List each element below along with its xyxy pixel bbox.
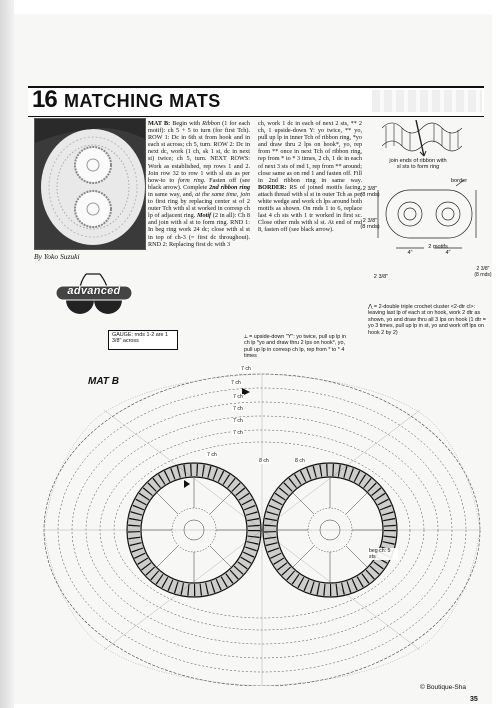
chart-label-ch7-rnd7: 7 ch <box>231 380 241 386</box>
ribbon-and-layout-diagrams <box>372 116 482 296</box>
chart-label-ch6: 7 ch <box>233 394 243 400</box>
border-heading: BORDER: <box>258 183 287 191</box>
cluster-symbol-icon: ⋀ <box>368 304 374 310</box>
mat-photo <box>34 118 146 250</box>
dimension-width-a: 4" <box>407 250 413 256</box>
dimension-bottom-left: 2 3/8" <box>373 274 389 280</box>
pattern-title: MATCHING MATS <box>64 91 221 111</box>
copyright-footer: © Boutique-Sha <box>420 684 466 691</box>
dimension-left-top: 2 3/8" (8 rnds) <box>360 186 380 199</box>
crochet-chart <box>34 360 484 686</box>
chart-label-ch1: 7 ch <box>207 452 217 458</box>
page-binding-shadow <box>0 0 14 708</box>
legend-dtr-cluster: ⋀ = 2-double triple crochet cluster <2-dtr cl>: leaving last lp of each st on hook, work 2 dtr as shown, yo and draw thru all 3 lps on hook (1 dtr = yo 3 times, pull up lp in st, yo and work off lps on hook 2 by 2) <box>368 304 486 336</box>
instructions-column-1: MAT B: Begin with Ribbon (1 for each motif): ch 5 + 5 to turn (for first Tch). ROW 1: Dc in 6th st from hook and in each st across; ch 5, turn. ROW 2: Dc in next dc, work (1 ch, sk 1 st, dc in next st) twice; ch 5, turn. NEXT ROWS: Work as established, rep rows 1 and 2. Join row 32 to row 1 with sl sts as per how-to to form ring. Fasten off (see black arrow). Complete 2nd ribbon ring in same way, and, at the same time, join to first ring by replacing center st of 2 outer Tch with sl st worked in corresp ch lp of adjacent ring. Motif (2 in all): Ch 8 and join with sl st to form ring. RND 1: In beg ring work 24 dc; close with sl st in top of ch-3 (= first dc throughout). RND 2: Replacing first dc with 3 <box>148 120 251 248</box>
chart-label-ch8-left: 8 ch <box>259 458 269 464</box>
dimension-left-bottom: 2 3/8" (8 rnds) <box>360 218 380 231</box>
chart-title: MAT B <box>88 376 119 387</box>
mat-b-heading: MAT B: <box>148 120 171 127</box>
chart-label-ch7-top: 7 ch <box>241 366 251 372</box>
chart-label-beginning-chain: beg ch: 5 sts <box>368 548 398 560</box>
header-bleed-through <box>372 90 482 112</box>
pattern-number: 16 <box>32 86 57 113</box>
designer-byline: By Yoko Suzuki <box>34 252 80 261</box>
y-symbol-icon: ⟂ <box>244 334 250 340</box>
ribbon-join-sketch <box>382 120 462 156</box>
skill-level-label: advanced <box>67 285 121 297</box>
border-label: border <box>450 178 468 184</box>
chart-label-ch3: 7 ch <box>233 430 243 436</box>
dimension-right: 2 3/8" (8 rnds) <box>474 266 492 279</box>
mat-photo-image <box>35 119 145 249</box>
legend-upside-down-y: ⟂ = upside-down "Y": yo twice, pull up lp in ch lp *yo and draw thru 2 lps on hook*, yo, pull up lp in corresp ch lp, rep from * to * 4 times <box>244 334 346 360</box>
page-number: 35 <box>470 696 478 703</box>
radial-spokes <box>44 374 480 686</box>
dimension-width-b: 4" <box>445 250 451 256</box>
chart-label-ch4: 7 ch <box>233 418 243 424</box>
instructions-column-2: ch, work 1 dc in each of next 2 sts, ** 2 ch, 1 upside-down Y: yo twice, ** yo, pull up lp in inner Tch of ribbon ring, *yo and draw thru 2 lps on hook*, yo, rep from ** once in next Tch of ribbon ring, rep from * to * 3 times, 2 ch, 1 dc in each of next 3 sts of rnd 1, rep from ** around; close same as on rnd 1 and fasten off. Fill in 2nd ribbon ring in same way. BORDER: RS of joined motifs facing, attach thread with sl st in outer Tch as per white wedge and work ch lps around both motifs as shown. On rnds 1 to 6, replace last 4 ch sts with 1 tr worked in first sc. Close other rnds with sl st. At end of rnd 8, fasten off (see black arrow). <box>258 120 362 234</box>
layout-schematic <box>378 180 476 248</box>
chart-label-ch5: 7 ch <box>233 406 243 412</box>
chart-label-ch8-right: 8 ch <box>295 458 305 464</box>
motifs-label: 2 motifs <box>428 244 448 250</box>
ribbon-join-note: join ends of ribbon with sl sts to form ring <box>389 158 447 171</box>
gauge-box: GAUGE: rnds 1-2 are 1 3/8" across <box>108 330 178 350</box>
